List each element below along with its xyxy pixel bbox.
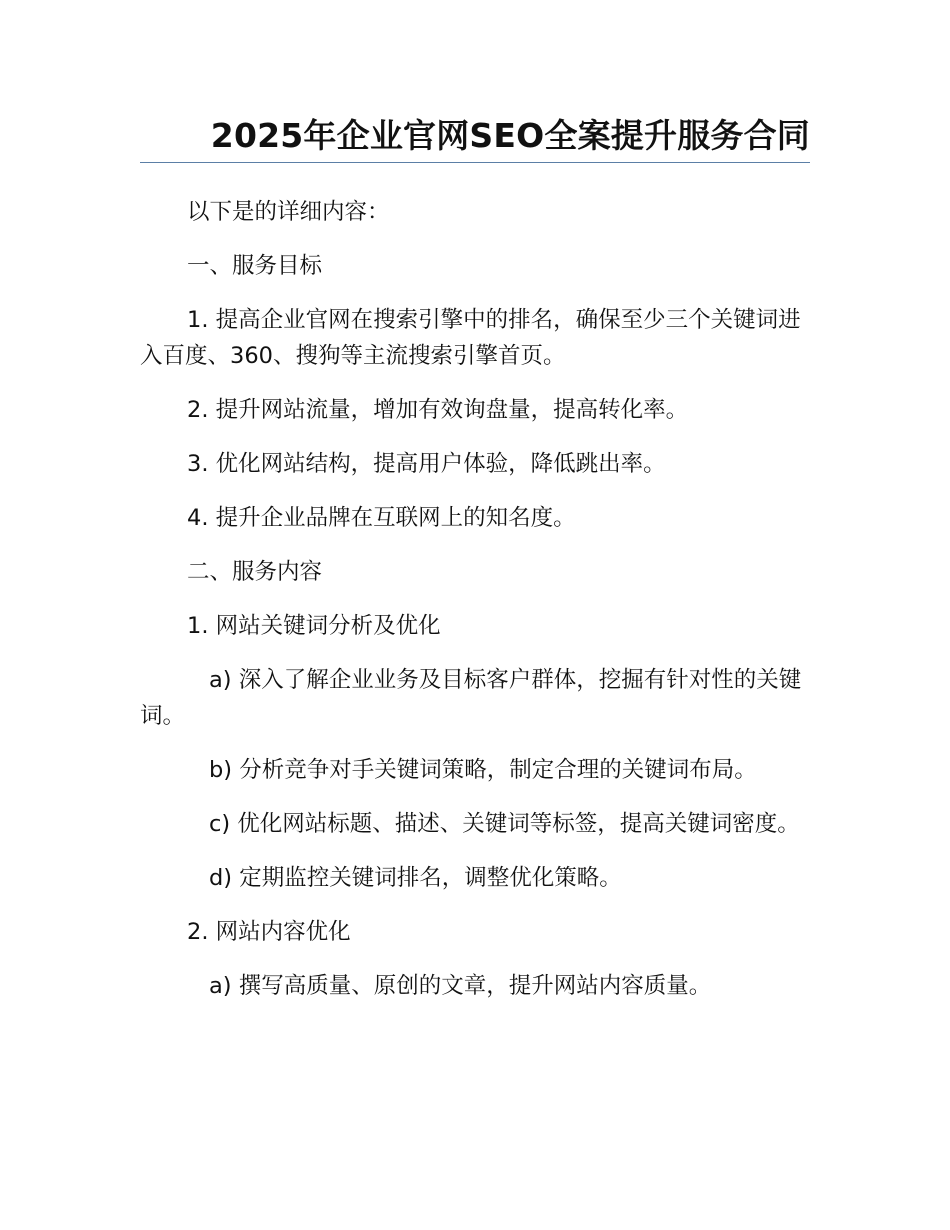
keyword-item: c) 优化网站标题、描述、关键词等标签，提高关键词密度。 bbox=[209, 811, 800, 837]
goal-item: 3. 优化网站结构，提高用户体验，降低跳出率。 bbox=[187, 451, 666, 477]
keyword-item: d) 定期监控关键词排名，调整优化策略。 bbox=[209, 865, 622, 891]
content-item: a) 撰写高质量、原创的文章，提升网站内容质量。 bbox=[209, 973, 712, 999]
goal-item: 1. 提高企业官网在搜索引擎中的排名，确保至少三个关键词进入百度、360、搜狗等主流搜索引擎首页。 bbox=[140, 307, 801, 369]
document-title: 2025年企业官网SEO全案提升服务合同 bbox=[210, 116, 810, 155]
section-heading-content: 二、服务内容 bbox=[187, 559, 323, 585]
intro-text: 以下是的详细内容： bbox=[187, 199, 390, 225]
goal-item: 4. 提升企业品牌在互联网上的知名度。 bbox=[187, 505, 576, 531]
document-body bbox=[140, 194, 810, 1022]
title-underline bbox=[140, 162, 810, 163]
subsection-heading-keywords: 1. 网站关键词分析及优化 bbox=[187, 613, 441, 639]
goal-item: 2. 提升网站流量，增加有效询盘量，提高转化率。 bbox=[187, 397, 689, 423]
keyword-item: b) 分析竞争对手关键词策略，制定合理的关键词布局。 bbox=[209, 757, 757, 783]
subsection-heading-content-optimization: 2. 网站内容优化 bbox=[187, 919, 351, 945]
keyword-item: a) 深入了解企业业务及目标客户群体，挖掘有针对性的关键词。 bbox=[140, 667, 802, 729]
section-heading-goals: 一、服务目标 bbox=[187, 253, 323, 279]
title-block bbox=[140, 112, 810, 163]
